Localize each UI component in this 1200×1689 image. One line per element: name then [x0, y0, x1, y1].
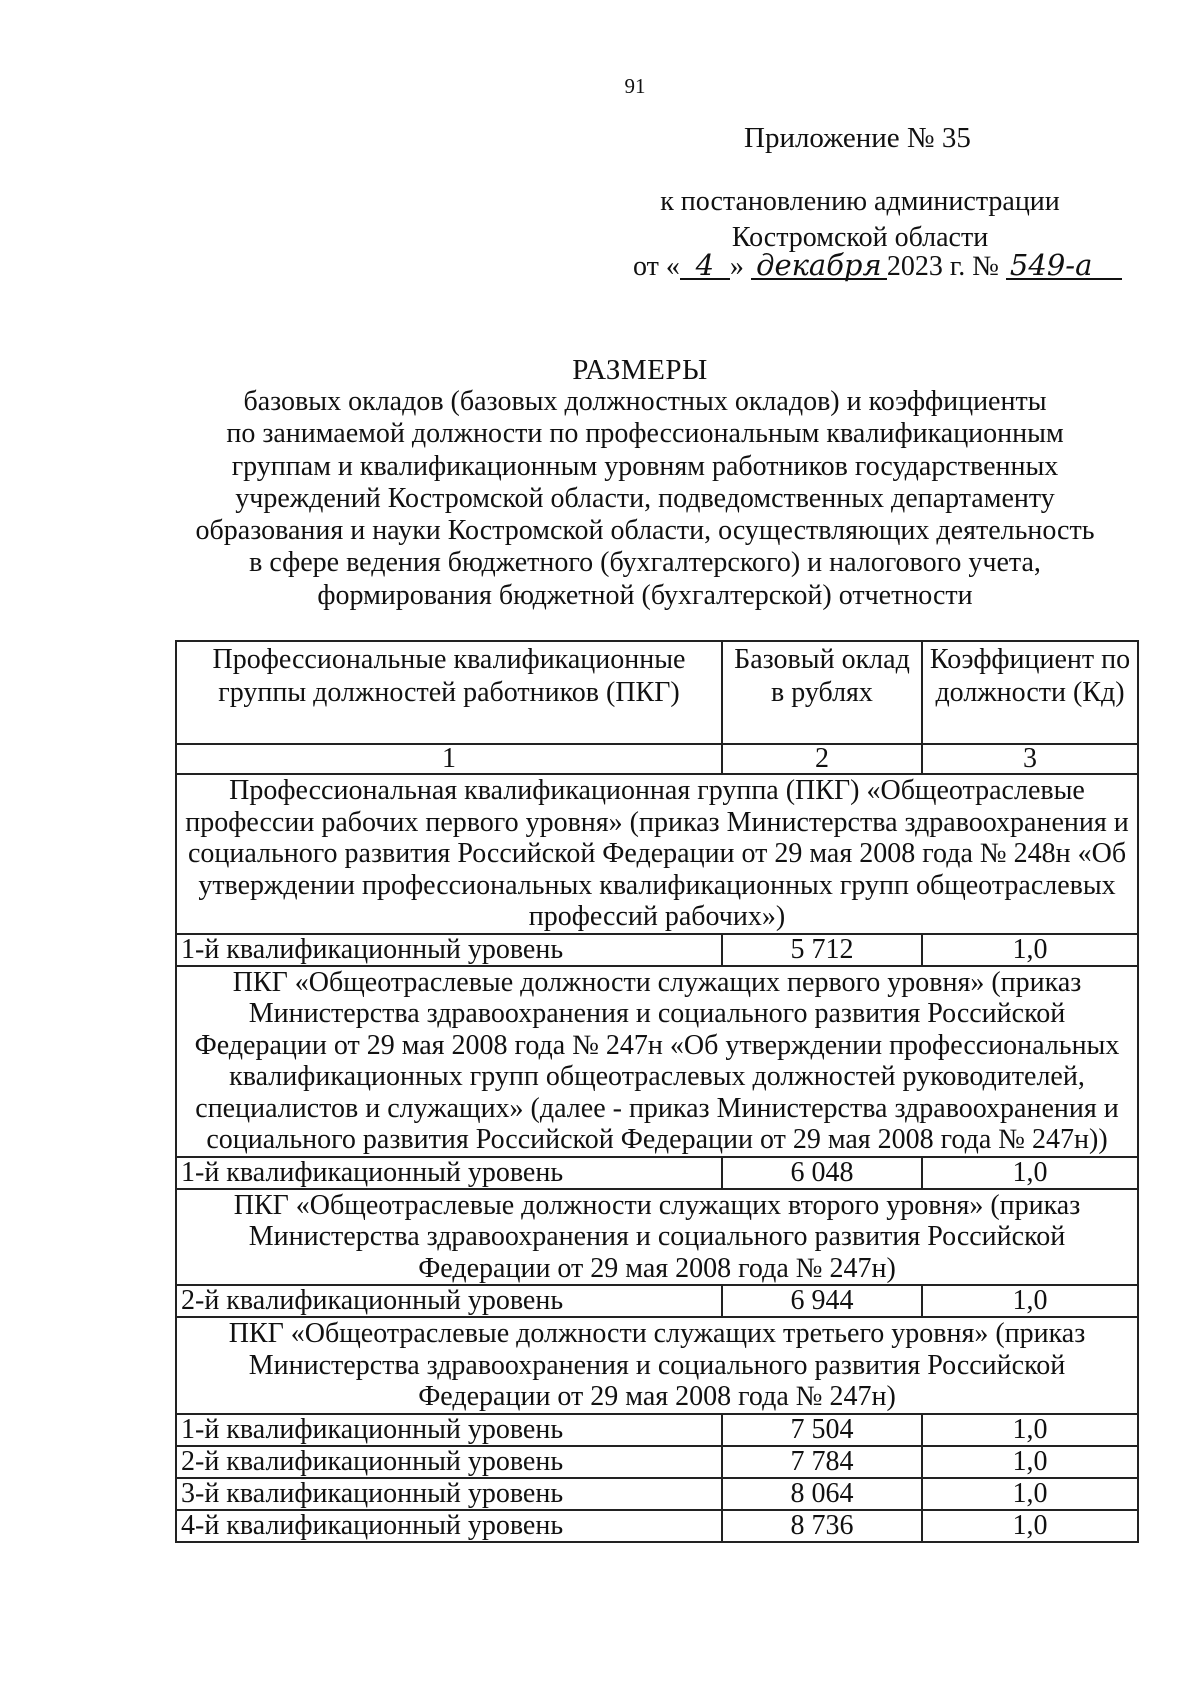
decree-line-2: Костромской области: [731, 222, 989, 253]
page-number: 91: [624, 74, 646, 98]
base-salary: 8 736: [722, 1510, 922, 1542]
position-coefficient: 1,0: [922, 1157, 1138, 1189]
appendix-label: Приложение № 35: [744, 122, 971, 154]
position-coefficient: 1,0: [922, 1285, 1138, 1317]
document-title: РАЗМЕРЫ: [572, 354, 708, 386]
subtitle-line: группам и квалификационным уровням работников государственных: [231, 450, 1059, 482]
subtitle-line: учреждений Костромской области, подведомственных департаменту: [235, 482, 1055, 514]
decree-date: [633, 248, 1122, 283]
position-coefficient: 1,0: [922, 1478, 1138, 1510]
table-row: [176, 1285, 1138, 1317]
group-row: [176, 1317, 1138, 1414]
base-salary: 7 504: [722, 1414, 922, 1446]
position-coefficient: 1,0: [922, 1414, 1138, 1446]
level-name: 2-й квалификационный уровень: [176, 1446, 722, 1478]
column-number: 2: [722, 744, 922, 774]
document-subtitle: [165, 386, 1125, 612]
salary-table: [175, 640, 1139, 1543]
table-header-row: [176, 641, 1138, 744]
header-cell-salary: Базовый оклад в рублях: [722, 641, 922, 744]
subtitle-line: образования и науки Костромской области, осуществляющих деятельность: [195, 515, 1095, 547]
table-row: [176, 1157, 1138, 1189]
level-name: 1-й квалификационный уровень: [176, 1157, 722, 1189]
group-title: ПКГ «Общеотраслевые должности служащих первого уровня» (приказ Министерства здравоохранения и социального развития Российской Федерации от 29 мая 2008 года № 247н «Об утверждении профессиональных квалификационных групп общеотраслевых должностей руководителей, специалистов и служащих» (далее - приказ Министерства здравоохранения и социального развития Российской Федерации от 29 мая 2008 года № 247н)): [176, 966, 1138, 1157]
table-row: [176, 934, 1138, 966]
table-row: [176, 1414, 1138, 1446]
level-name: 1-й квалификационный уровень: [176, 934, 722, 966]
level-name: 2-й квалификационный уровень: [176, 1285, 722, 1317]
subtitle-line: базовых окладов (базовых должностных окладов) и коэффициенты: [243, 386, 1047, 417]
header-cell-coefficient: Коэффициент по должности (Кд): [922, 641, 1138, 744]
group-row: [176, 774, 1138, 934]
subtitle-line: по занимаемой должности по профессиональным квалификационным: [226, 418, 1064, 450]
decree-line-1: к постановлению администрации: [660, 186, 1060, 217]
column-number: 3: [922, 744, 1138, 774]
group-row: [176, 1189, 1138, 1286]
column-number: 1: [176, 744, 722, 774]
base-salary: 6 048: [722, 1157, 922, 1189]
subtitle-line: в сфере ведения бюджетного (бухгалтерского) и налогового учета,: [249, 547, 1041, 579]
column-number-row: [176, 744, 1138, 774]
handwritten-decree-number: 549-а: [1006, 252, 1122, 280]
level-name: 3-й квалификационный уровень: [176, 1478, 722, 1510]
decree-reference: [600, 184, 1120, 256]
group-title: ПКГ «Общеотраслевые должности служащих третьего уровня» (приказ Министерства здравоохранения и социального развития Российской Федерации от 29 мая 2008 года № 247н): [176, 1317, 1138, 1414]
date-year: 2023 г. №: [886, 251, 999, 282]
header-cell-groups: Профессиональные квалификационные группы должностей работников (ПКГ): [176, 641, 722, 744]
table-row: [176, 1478, 1138, 1510]
table-row: [176, 1446, 1138, 1478]
level-name: 1-й квалификационный уровень: [176, 1414, 722, 1446]
position-coefficient: 1,0: [922, 1510, 1138, 1542]
date-prefix: от «: [633, 251, 680, 282]
base-salary: 6 944: [722, 1285, 922, 1317]
level-name: 4-й квалификационный уровень: [176, 1510, 722, 1542]
subtitle-line: формирования бюджетной (бухгалтерской) отчетности: [317, 579, 973, 611]
base-salary: 8 064: [722, 1478, 922, 1510]
position-coefficient: 1,0: [922, 1446, 1138, 1478]
table-row: [176, 1510, 1138, 1542]
group-row: [176, 966, 1138, 1157]
date-mid: »: [729, 251, 744, 282]
group-title: Профессиональная квалификационная группа (ПКГ) «Общеотраслевые профессии рабочих первого уровня» (приказ Министерства здравоохранения и социального развития Российской Федерации от 29 мая 2008 года № 248н «Об утверждении профессиональных квалификационных групп общеотраслевых профессий рабочих»): [176, 774, 1138, 934]
base-salary: 5 712: [722, 934, 922, 966]
handwritten-month: декабря: [751, 252, 887, 280]
position-coefficient: 1,0: [922, 934, 1138, 966]
base-salary: 7 784: [722, 1446, 922, 1478]
group-title: ПКГ «Общеотраслевые должности служащих второго уровня» (приказ Министерства здравоохранения и социального развития Российской Федерации от 29 мая 2008 года № 247н): [176, 1189, 1138, 1286]
handwritten-day: 4: [680, 252, 730, 280]
